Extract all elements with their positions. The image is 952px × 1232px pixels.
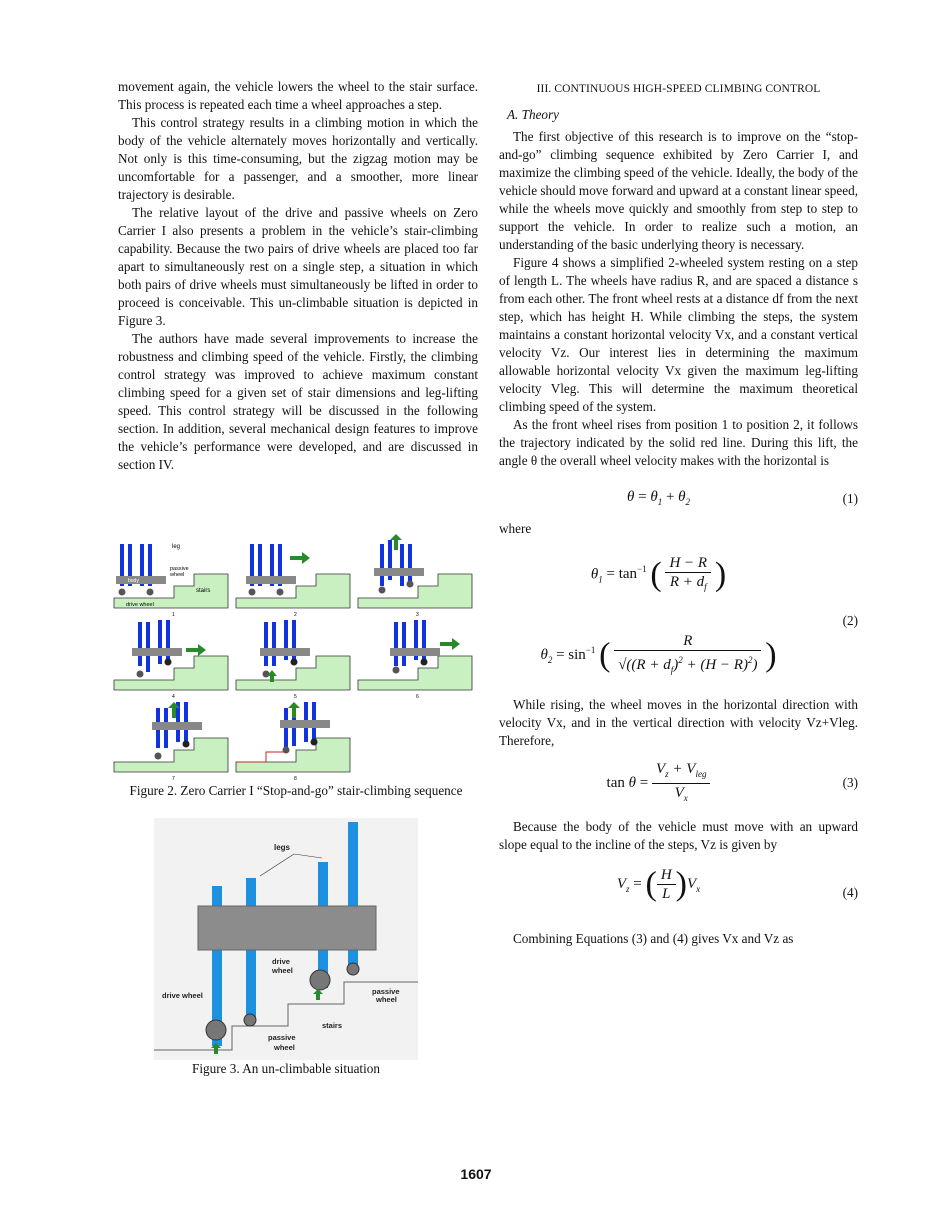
right-paragraph-3: As the front wheel rises from position 1 to position 2, it follows the trajectory indicated by the solid red line. During this lift, the angle θ the overall wheel velocity makes with the horizontal is	[499, 417, 858, 468]
legs-label: legs	[274, 843, 291, 852]
passive-label: passive	[268, 1033, 296, 1042]
wheel-label: wheel	[274, 1043, 295, 1052]
panel-number: 4	[172, 694, 175, 700]
page-number: 1607	[460, 1166, 492, 1182]
left-paragraph-4: The authors have made several improvements to increase the robustness and climbing speed of the vehicle. Firstly, the climbing control strategy was improved to achieve maximum constant climbing speed for a given set of stair dimensions and leg-lifting speed. This control strategy will be discussed in the following section. In addition, several mechanical design features to improve the vehicle’s performance were developed, and are discussed in section IV.	[118, 331, 478, 472]
drive-wheel-label: drive wheel	[126, 602, 154, 608]
right-column	[499, 78, 858, 948]
equation-3-number: (3)	[842, 775, 858, 790]
left-paragraph-2: This control strategy results in a climbing motion in which the body of the vehicle alternately moves horizontally and vertically. Not only is this time-consuming, but the zigzag motion may be uncomfortable for a passenger, and a smoother, more linear trajectory is desirable.	[118, 115, 478, 202]
figure-2-panel	[114, 536, 228, 618]
figure-2-panel	[114, 700, 228, 782]
equation-1: $\theta = \theta_1 + \theta_2$ (1)	[626, 489, 858, 507]
equation-4: $V_z$ = ( $\frac{H}{L}$ )$V_x$ (4)	[616, 865, 858, 903]
leg-label: leg	[172, 544, 181, 550]
figure-2-panel	[358, 618, 472, 700]
equation-2: $\theta_1 = \tan^{-1}$ ( $\frac{H - R}{R + d_f}$ ) (2) $\theta_2 = \sin^{-1}$ ( $\frac{R}{√((R + d_f)^2 + (H - R)^2)}$ )	[540, 555, 858, 675]
panel-number: 3	[416, 612, 419, 618]
figure-2-caption: Figure 2. Zero Carrier I “Stop-and-go” stair-climbing sequence	[129, 783, 463, 798]
right-paragraph-2: Figure 4 shows a simplified 2-wheeled system resting on a step of length L. The wheels have radius R, and are spaced a distance s from each other. The front wheel rests at a distance df from the next step, which has height H. While climbing the steps, the system maintains a constant horizontal velocity Vx, and a constant vertical velocity Vz. Our interest lies in determining the maximum allowable horizontal velocity Vx given the maximum leg-lifting velocity Vleg. This will determine the maximum theoretical climbing speed of the system.	[499, 255, 858, 414]
figure-2-panel	[358, 534, 472, 618]
figure-2-panel	[114, 618, 228, 700]
panel-number: 2	[294, 612, 297, 618]
stairs-label: stairs	[322, 1021, 343, 1030]
figure-3-image	[154, 818, 418, 1060]
wheel-label: wheel	[272, 966, 293, 975]
figure-2-panel	[236, 536, 350, 618]
passive-label: passive	[372, 987, 400, 996]
figure-2	[112, 534, 480, 782]
passive-label: passive	[170, 566, 189, 572]
right-paragraph-1: The first objective of this research is to improve on the “stop-and-go” climbing sequence exhibited by Zero Carrier I, and maximize the climbing speed of the vehicle. Ideally, the body of the vehicle should move forward and upward at a constant linear speed, while the wheels move quickly and smoothly from step to step to support the vehicle. In order to realize such a motion, an understanding of the basic underlying theory is necessary.	[499, 129, 858, 252]
stairs-label: stairs	[196, 588, 211, 594]
panel-number: 5	[294, 694, 297, 700]
figure-3	[154, 818, 418, 1060]
panel-number: 6	[416, 694, 419, 700]
where-text: where	[499, 521, 532, 536]
figure-2-panel	[236, 700, 350, 782]
panel-number: 8	[294, 776, 297, 782]
right-paragraph-5: Because the body of the vehicle must move with an upward slope equal to the incline of the steps, Vz is given by	[499, 819, 858, 852]
drive-label: drive	[272, 957, 290, 966]
figure-3-caption: Figure 3. An un-climbable situation	[192, 1061, 380, 1076]
left-column	[118, 78, 478, 474]
equation-3: tan θ = $\frac{V_z + V_{leg}}{V_x}$ (3)	[606, 761, 858, 803]
wheel-label: wheel	[170, 572, 185, 578]
subsection-heading: A. Theory	[507, 107, 560, 122]
section-heading: III. CONTINUOUS HIGH-SPEED CLIMBING CONTROL	[536, 83, 821, 95]
right-paragraph-4: While rising, the wheel moves in the horizontal direction with velocity Vx, and in the vertical direction with velocity Vz+Vleg. Therefore,	[499, 697, 858, 748]
equation-1-number: (1)	[842, 491, 858, 506]
figure-2-panel	[236, 618, 350, 700]
left-paragraph-1: movement again, the vehicle lowers the wheel to the stair surface. This process is repeated each time a wheel approaches a step.	[118, 79, 478, 112]
panel-number: 7	[172, 776, 175, 782]
right-paragraph-6: Combining Equations (3) and (4) gives Vx and Vz as	[513, 931, 794, 946]
left-paragraph-3: The relative layout of the drive and passive wheels on Zero Carrier I also presents a problem in the vehicle’s stair-climbing capability. Because the two pairs of drive wheels are placed too far apart to simultaneously rest on a single step, a situation in which both pairs of drive wheels must simultaneously be lifted in order to proceed is conceivable. This un-climbable situation is depicted in Figure 3.	[118, 205, 478, 328]
equation-4-number: (4)	[842, 885, 858, 900]
drive-wheel-label: drive wheel	[162, 991, 203, 1000]
body-label: body	[128, 578, 139, 584]
figure-2-image	[112, 534, 480, 782]
panel-number: 1	[172, 612, 175, 618]
equation-2-number: (2)	[842, 613, 858, 628]
wheel-label: wheel	[376, 995, 397, 1004]
